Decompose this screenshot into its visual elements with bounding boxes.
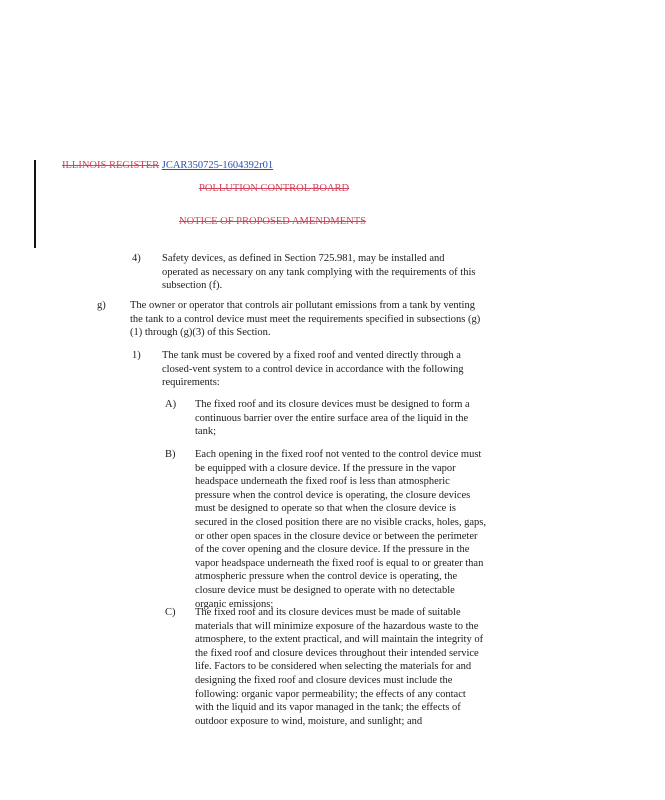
subsection-g1-text: The tank must be covered by a fixed roof and vented directly through a closed-vent system to a control device in accordance with the following requirements:: [162, 350, 464, 389]
subsection-g1-label: 1): [132, 350, 141, 361]
subsection-A-label: A): [165, 399, 177, 410]
notice-deleted-text: NOTICE OF PROPOSED AMENDMENTS: [179, 216, 366, 227]
register-header: [62, 160, 273, 171]
subsection-B-text: Each opening in the fixed roof not vented to the control device must be equipped with a closure device. If the pressure in the vapor headspace underneath the fixed roof is less than atmospheric pressure when the control device is operating, the closure devices must be designed to operate so that when the closure device is secured in the closed position there are no visible cracks, holes, gaps, or other open spaces in the closure device or between the perimeter of the cover opening and the closure device. If the pressure in the vapor headspace underneath the fixed roof is equal to or greater than atmospheric pressure when the control device is operating, the closure device must be designed to operate with no detectable organic emissions;: [195, 449, 486, 610]
subsection-B-label: B): [165, 449, 176, 460]
subsection-g-label: g): [97, 300, 106, 311]
board-header: [199, 183, 349, 194]
item-4-text: Safety devices, as defined in Section 725.981, may be installed and operated as necessary on any tank complying with the requirements of this subsection (f).: [162, 253, 476, 292]
subsection-g-text: The owner or operator that controls air pollutant emissions from a tank by venting the tank to a control device must meet the requirements specified in subsections (g)(1) through (g)(3) of this Section.: [130, 300, 481, 339]
register-deleted-text: ILLINOIS REGISTER: [62, 160, 160, 171]
subsection-A-text: The fixed roof and its closure devices must be designed to form a continuous barrier over the entire surface area of the liquid in the tank;: [195, 399, 470, 438]
register-inserted-text: JCAR350725-1604392r01: [161, 160, 274, 171]
subsection-C-text: The fixed roof and its closure devices must be made of suitable materials that will minimize exposure of the hazardous waste to the atmosphere, to the extent practical, and will maintain the integrity of the fixed roof and closure devices throughout their intended service life. Factors to be considered when selecting the materials for and designing the fixed roof and closure devices must include the following: organic vapor permeability; the effects of any contact with the liquid and its vapor managed in the tank; the effects of outdoor exposure to wind, moisture, and sunlight; and: [195, 607, 484, 727]
subsection-C-label: C): [165, 607, 176, 618]
notice-header: [179, 216, 366, 227]
item-4-label: 4): [132, 253, 141, 264]
board-deleted-text: POLLUTION CONTROL BOARD: [199, 183, 350, 194]
change-bar: [34, 160, 36, 248]
